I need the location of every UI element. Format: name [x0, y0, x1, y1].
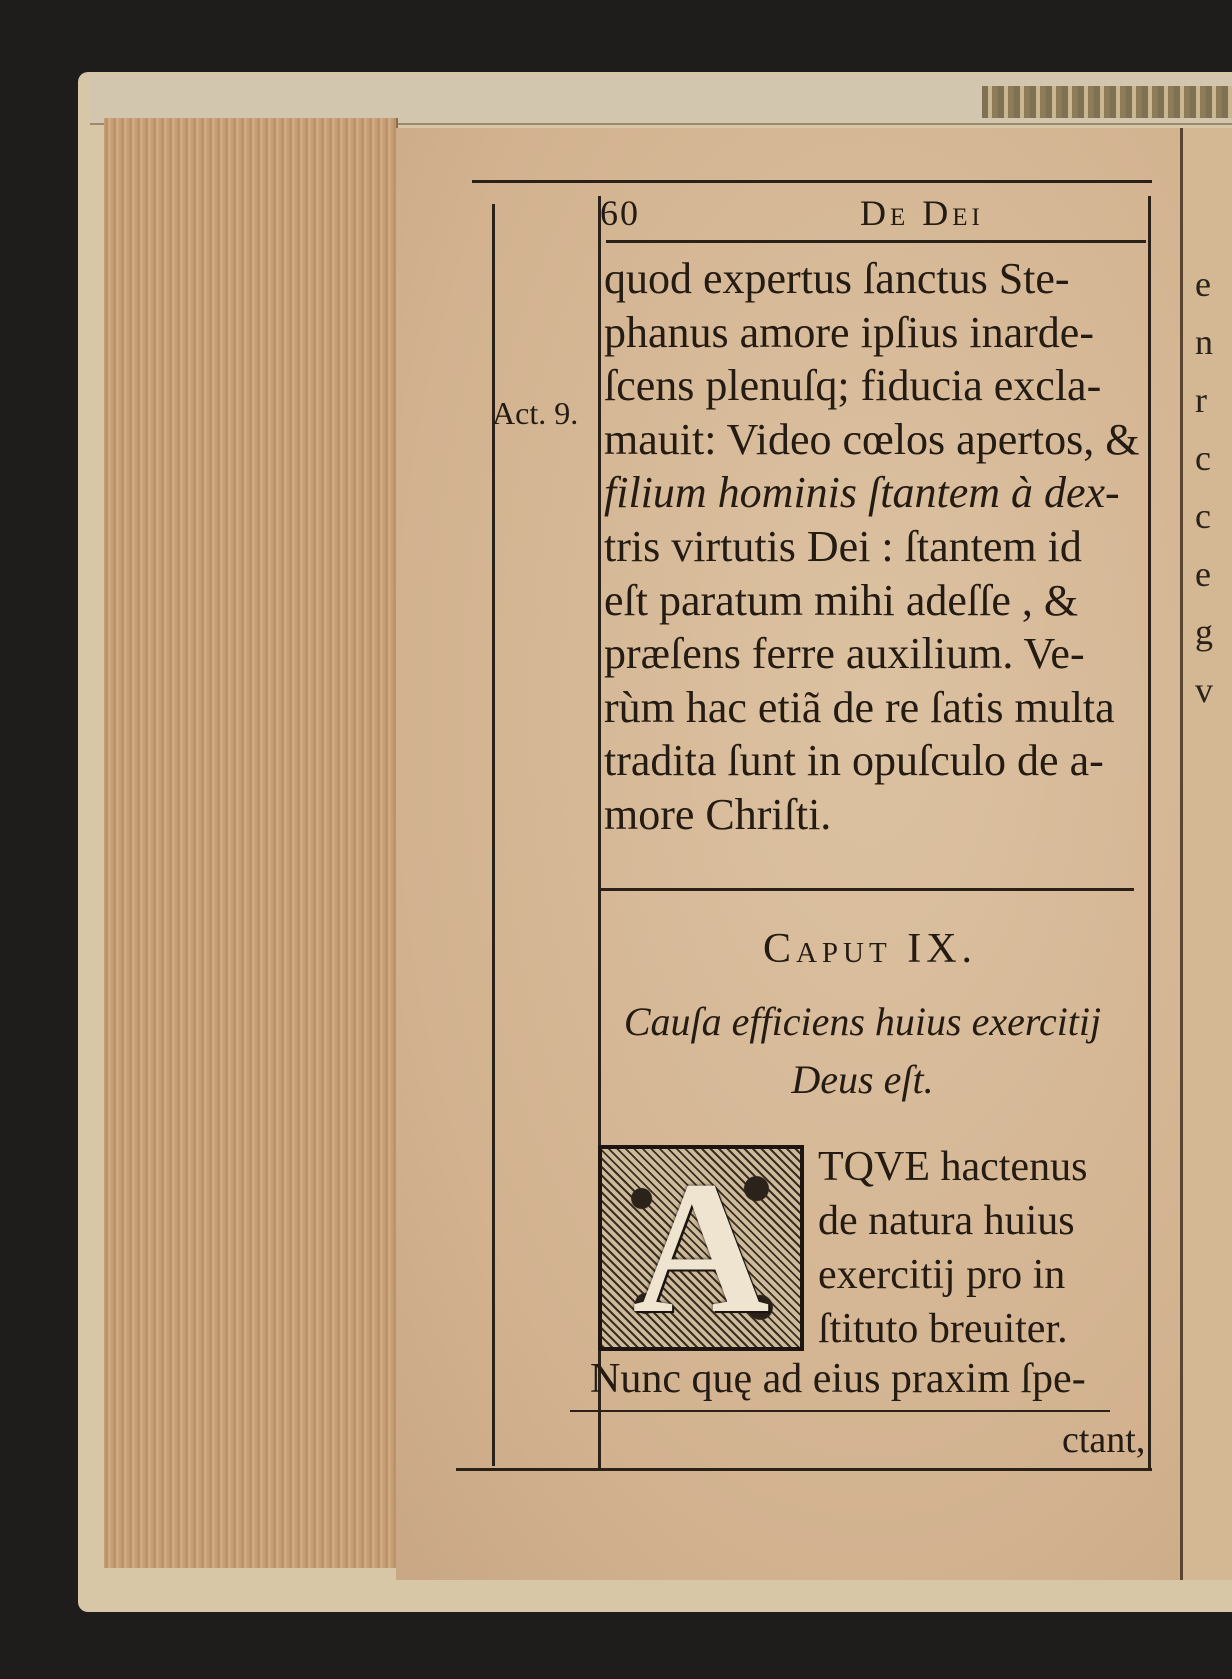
text-line: quod expertus ſanctus Ste-: [604, 254, 1070, 303]
facing-page-text: [1195, 255, 1232, 719]
facing-letter: c: [1195, 496, 1211, 536]
text-line: Nunc quę ad eius praxim ſpe-: [590, 1356, 1086, 1402]
text-line: eſt paratum mihi adeſſe , &: [604, 575, 1079, 625]
chapter-rule: [598, 888, 1134, 891]
chapter-subtitle: [585, 993, 1140, 1109]
initial-text: [818, 1140, 1087, 1356]
decorated-initial: [598, 1145, 804, 1351]
head-rule: [606, 240, 1146, 243]
margin-note: Act. 9.: [492, 395, 579, 431]
text-line: rùm hac etiã de re ſatis multa: [604, 682, 1115, 732]
right-rule: [1148, 196, 1151, 1468]
continuation-text: [590, 1352, 1086, 1406]
left-rule-outer: [492, 204, 495, 1466]
running-title: De Dei: [860, 193, 984, 233]
catchword: ctant,: [1062, 1419, 1146, 1461]
top-rule: [472, 180, 1152, 183]
page-number: 60: [600, 193, 640, 233]
facing-letter: v: [1195, 670, 1213, 710]
text-line: exercitij pro in: [818, 1252, 1066, 1298]
text-line: tradita ſunt in opuſculo de a-: [604, 736, 1104, 786]
facing-letter: n: [1195, 322, 1213, 362]
text-line: filium hominis ſtantem à dex-: [604, 468, 1120, 518]
spine-decoration: [982, 86, 1232, 118]
facing-letter: c: [1195, 438, 1211, 478]
chapter-subtitle-line: Cauſa efficiens huius exercitij: [623, 999, 1102, 1044]
text-line: præſens ferre auxilium. Ve-: [604, 629, 1085, 679]
text-line: de natura huius: [818, 1198, 1075, 1244]
chapter-subtitle-line: Deus eſt.: [791, 1057, 934, 1102]
facing-letter: e: [1195, 264, 1211, 304]
bottom-rule-inner: [570, 1410, 1110, 1412]
body-text: [604, 252, 1139, 842]
page-block-edge: [104, 118, 398, 1568]
facing-letter: r: [1195, 380, 1207, 420]
chapter-title: Caput IX.: [762, 926, 978, 972]
text-line: ſcens plenuſq; fiducia excla-: [604, 361, 1102, 411]
text-line: mauit: Video cœlos apertos, &: [604, 414, 1140, 464]
text-line: tris virtutis Dei : ſtantem id: [604, 521, 1082, 571]
facing-letter: e: [1195, 554, 1211, 594]
text-line: more Chriſti.: [604, 789, 832, 839]
text-line: ſtituto breuiter.: [818, 1306, 1068, 1352]
initial-letter: A: [632, 1143, 770, 1353]
text-line: TQVE hactenus: [818, 1144, 1088, 1190]
bottom-rule-outer: [456, 1468, 1152, 1471]
facing-letter: g: [1195, 612, 1213, 652]
text-line: phanus amore ipſius inarde-: [604, 307, 1094, 357]
